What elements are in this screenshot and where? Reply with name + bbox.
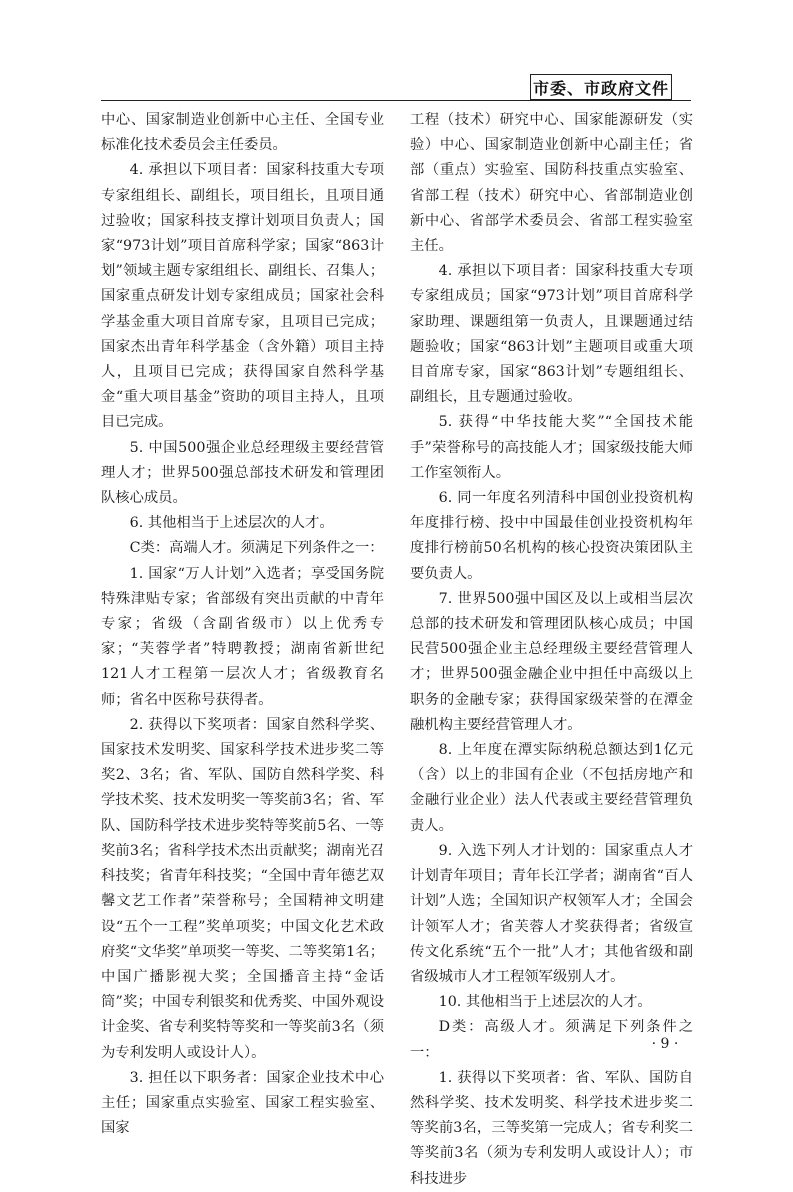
paragraph: 5. 中国500强企业总经理级主要经营管理人才；世界500强总部技术研发和管理团队核心成员。 bbox=[101, 439, 384, 507]
paragraph: D类：高级人才。须满足下列条件之一： bbox=[410, 1019, 693, 1061]
paragraph: 2. 获得以下奖项者：国家自然科学奖、国家技术发明奖、国家科学技术进步奖二等奖2、3名；省、军队、国防自然科学奖、科学技术奖、技术发明奖一等奖前3名；省、军队、国防科学技术进步奖特等奖前5名、一等奖前3名；省科学技术杰出贡献奖；湖南光召科技奖；省青年科技奖；“全国中青年德艺双馨文艺工作者”荣誉称号；全国精神文明建设“五个一工程”奖单项奖；中国文化艺术政府奖“文华奖”单项奖一等奖、二等奖第1名；中国广播影视大奖；全国播音主持“金话筒”奖；中国专利银奖和优秀奖、中国外观设计金奖、省专利奖特等奖和一等奖前3名（须为专利发明人或设计人）。 bbox=[101, 716, 384, 1061]
paragraph: 10. 其他相当于上述层次的人才。 bbox=[438, 994, 652, 1011]
paragraph: 3. 担任以下职务者：国家企业技术中心主任；国家重点实验室、国家工程实验室、国家 bbox=[101, 1069, 384, 1137]
paragraph: 4. 承担以下项目者：国家科技重大专项专家组成员；国家“973计划”项目首席科学家助理、课题组第一负责人，且课题通过结题验收；国家“863计划”主题项目或重大项目首席专家，国家“863计划”专题组组长、副组长，且专题通过验收。 bbox=[410, 263, 693, 406]
paragraph: 7. 世界500强中国区及以上或相当层次总部的技术研发和管理团队核心成员；中国民营500强企业主总经理级主要经营管理人才；世界500强金融企业中担任中高级以上职务的金融专家；获得国家级荣誉的在潭金融机构主要经营管理人才。 bbox=[410, 590, 693, 733]
paragraph: 1. 获得以下奖项者：省、军队、国防自然科学奖、技术发明奖、科学技术进步奖二等奖前3名，三等奖第一完成人；省专利奖二等奖前3名（须为专利发明人或设计人）；市科技进步 bbox=[410, 1069, 693, 1187]
paragraph: C类：高端人才。须满足下列条件之一： bbox=[129, 540, 384, 557]
header-rule bbox=[101, 100, 691, 101]
paragraph: 9. 入选下列人才计划的：国家重点人才计划青年项目；青年长江学者；湖南省“百人计划”人选；全国知识产权领军人才；全国会计领军人才；省芙蓉人才奖获得者；省级宣传文化系统“五个一批”人才；其他省级和副省级城市人才工程领军级别人才。 bbox=[410, 842, 693, 985]
paragraph: 4. 承担以下项目者：国家科技重大专项专家组组长、副组长，项目组长，且项目通过验收；国家科技支撑计划项目负责人；国家“973计划”项目首席科学家；国家“863计划”领域主题专家组组长、副组长、召集人；国家重点研发计划专家组成员；国家社会科学基金重大项目首席专家，且项目已完成；国家杰出青年科学基金（含外籍）项目主持人，且项目已完成；获得国家自然科学基金“重大项目基金”资助的项目主持人，且项目已完成。 bbox=[101, 162, 384, 431]
paragraph: 8. 上年度在潭实际纳税总额达到1亿元（含）以上的非国有企业（不包括房地产和金融行业企业）法人代表或主要经营管理负责人。 bbox=[410, 742, 693, 834]
paragraph: 中心、国家制造业创新中心主任、全国专业标准化技术委员会主任委员。 bbox=[101, 112, 384, 154]
paragraph: 1. 国家“万人计划”入选者；享受国务院特殊津贴专家；省部级有突出贡献的中青年专家；省级（含副省级市）以上优秀专家；“芙蓉学者”特聘教授；湖南省新世纪121人才工程第一层次人才；省级教育名师；省名中医称号获得者。 bbox=[101, 565, 384, 708]
left-column bbox=[101, 108, 384, 1141]
right-column bbox=[410, 108, 693, 1192]
paragraph: 5. 获得“中华技能大奖”“全国技术能手”荣誉称号的高技能人才；国家级技能大师工作室领衔人。 bbox=[410, 414, 693, 481]
page-number: · 9 · bbox=[651, 1036, 679, 1052]
paragraph: 6. 其他相当于上述层次的人才。 bbox=[129, 515, 334, 532]
section-header-badge: 市委、市政府文件 bbox=[530, 74, 672, 100]
paragraph: 工程（技术）研究中心、国家能源研发（实验）中心、国家制造业创新中心副主任；省部（重点）实验室、国防科技重点实验室、省部工程（技术）研究中心、省部制造业创新中心、省部学术委员会、省部工程实验室主任。 bbox=[410, 112, 693, 255]
paragraph: 6. 同一年度名列清科中国创业投资机构年度排行榜、投中中国最佳创业投资机构年度排行榜前50名机构的核心投资决策团队主要负责人。 bbox=[410, 490, 693, 582]
